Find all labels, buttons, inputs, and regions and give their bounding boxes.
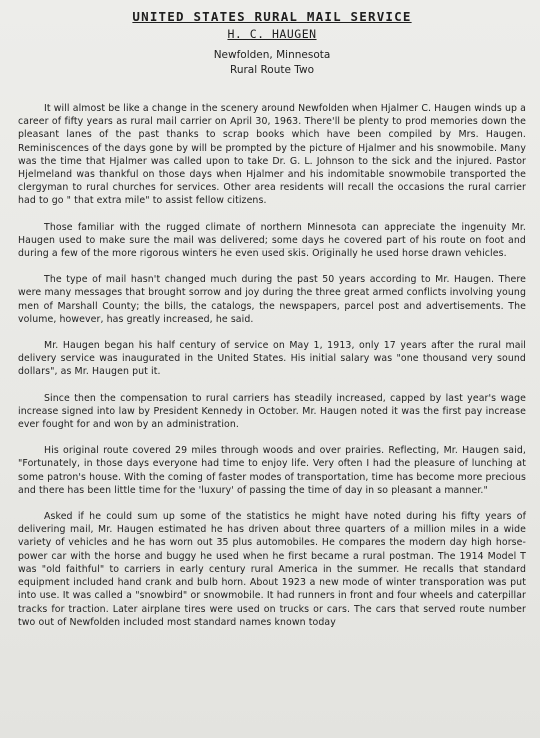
paragraph-climate: Those familiar with the rugged climate of northern Minnesota can appreciate the ingenuity Mr. Haugen used to make sure the mail was delivered; some days he covered part of his route on foot and during a few of the more rigorous winters he even used skis. Originally he used horse drawn vehicles. [18, 221, 526, 260]
location-line: Newfolden, Minnesota [213, 49, 331, 61]
paper-crease-mark [200, 248, 340, 249]
letterhead [18, 6, 526, 78]
paragraph-retirement: It will almost be like a change in the scenery around Newfolden when Hjalmer C. Haugen winds up a career of fifty years as rural mail carrier on April 30, 1963. There'll be plenty to prod memories down the pleasant lanes of the past thanks to scrap books which have been compiled by Mrs. Haugen. Reminiscences of the days gone by will be prompted by the picture of Hjalmer and his snowmobile. Many was the time that Hjalmer was called upon to take Dr. G. L. Johnson to the sick and the injured. Pastor Hjelmeland was thankful on those days when Hjalmer and his indomitable snowmobile transported the clergyman to rural churches for services. Other area residents will recall the occasions the rural carrier had to go " that extra mile" to assist fellow citizens. [18, 103, 526, 207]
paragraph-compensation: Since then the compensation to rural carriers has steadily increased, capped by last year's wage increase signed into law by President Kennedy in October. Mr. Haugen noted it was the first pay increase ever fought for and won by an administration. [18, 392, 526, 431]
paragraph-original-route: His original route covered 29 miles through woods and over prairies. Reflecting, Mr. Haugen said, "Fortunately, in those days everyone had time to enjoy life. Very often I had the pleasure of lunching at some patron's house. With the coming of faster modes of transportation, time has become more precious and there has been little time for the 'luxury' of passing the time of day in so pleasant a manner." [18, 445, 526, 496]
letterhead-title: UNITED STATES RURAL MAIL SERVICE [132, 9, 412, 24]
carrier-name: H. C. HAUGEN [227, 27, 317, 41]
paragraph-mail-types: The type of mail hasn't changed much during the past 50 years according to Mr. Haugen. There were many messages that brought sorrow and joy during the three great armed conflicts involving young men of Marshall County; the bills, the catalogs, the newspapers, parcel post and advertisements. The volume, however, has greatly increased, he said. [18, 274, 526, 325]
paragraph-start-of-service: Mr. Haugen began his half century of service on May 1, 1913, only 17 years after the rural mail delivery service was inaugurated in the United States. His initial salary was "one thousand very sound dollars", as Mr. Haugen put it. [18, 340, 526, 378]
article-body [18, 102, 526, 629]
paragraph-statistics: Asked if he could sum up some of the statistics he might have noted during his fifty years of delivering mail, Mr. Haugen estimated he has driven about three quarters of a million miles in a wide variety of vehicles and he has worn out 35 plus automobiles. He compares the modern day high horse-power car with the horse and buggy he used when he first became a rural postman. The 1914 Model T was "old faithful" to carriers in early century rural America in the summer. He recalls that standard equipment included hand crank and bulb horn. About 1923 a new mode of winter transporation was put into use. It was called a "snowbird" or snowmobile. It had runners in front and four wheels and caterpillar tracks for traction. Later airplane tires were used on trucks or cars. The cars that served route number two out of Newfolden included most standard names known today [18, 511, 526, 628]
route-line: Rural Route Two [230, 64, 314, 76]
